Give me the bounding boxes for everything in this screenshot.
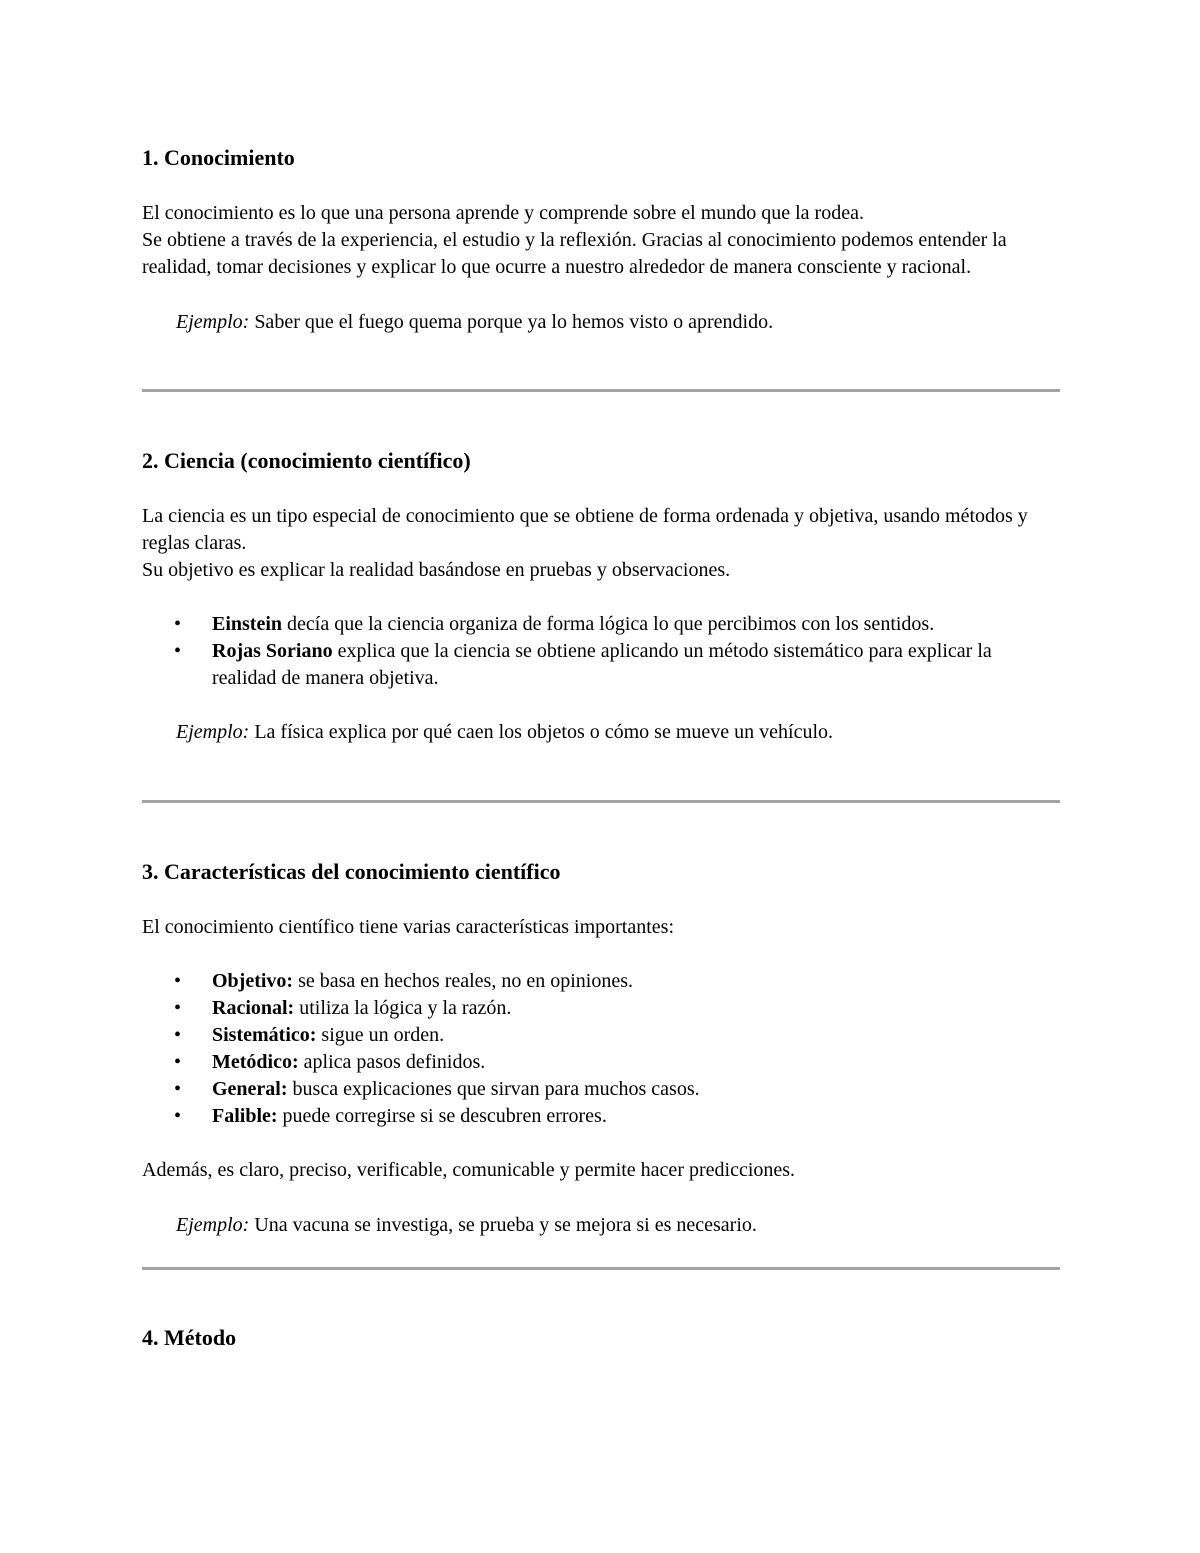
section-divider (142, 389, 1060, 392)
list-item-text: explica que la ciencia se obtiene aplicando un método sistemático para explicar la realidad de manera objetiva. (212, 640, 992, 689)
list-item-text: decía que la ciencia organiza de forma lógica lo que percibimos con los sentidos. (282, 613, 935, 635)
example-paragraph (176, 1212, 1060, 1239)
example-label: Ejemplo: (176, 311, 250, 333)
list-item (142, 1049, 1060, 1076)
section-heading: 1. Conocimiento (142, 145, 295, 170)
list-item (142, 995, 1060, 1022)
bullet-icon: • (174, 1051, 182, 1073)
example-label: Ejemplo: (176, 721, 250, 743)
list-item (142, 968, 1060, 995)
list-item-term: Racional: (212, 997, 295, 1019)
section-divider (142, 1267, 1060, 1270)
list-item (142, 611, 1060, 638)
list-item-term: Falible: (212, 1105, 278, 1127)
bullet-icon: • (174, 1105, 182, 1127)
list-item-text: utiliza la lógica y la razón. (294, 997, 512, 1019)
list-item-text: sigue un orden. (316, 1024, 445, 1046)
paragraph: La ciencia es un tipo especial de conocimiento que se obtiene de forma ordenada y objetiva, usando métodos y reglas claras. (142, 505, 1028, 554)
list-item (142, 1076, 1060, 1103)
bullet-icon: • (174, 1024, 182, 1046)
list-item (142, 1103, 1060, 1130)
paragraph: El conocimiento es lo que una persona aprende y comprende sobre el mundo que la rodea. (142, 202, 864, 224)
bullet-icon: • (174, 1078, 182, 1100)
example-text: La física explica por qué caen los objetos o cómo se mueve un vehículo. (249, 721, 834, 743)
list-item-term: Metódico: (212, 1051, 299, 1073)
paragraph: Además, es claro, preciso, verificable, comunicable y permite hacer predicciones. (142, 1159, 796, 1181)
list-item-text: puede corregirse si se descubren errores. (277, 1105, 607, 1127)
bullet-icon: • (174, 613, 182, 635)
section-caracteristicas (142, 858, 1060, 1239)
bullet-list (142, 611, 1060, 692)
list-item (142, 638, 1060, 692)
section-metodo (142, 1324, 1060, 1351)
example-text: Una vacuna se investiga, se prueba y se mejora si es necesario. (249, 1214, 757, 1236)
list-item-term: Einstein (212, 613, 283, 635)
paragraph: Su objetivo es explicar la realidad basándose en pruebas y observaciones. (142, 559, 731, 581)
list-item-term: General: (212, 1078, 288, 1100)
list-item-term: Objetivo: (212, 970, 294, 992)
example-label: Ejemplo: (176, 1214, 250, 1236)
list-item-term: Rojas Soriano (212, 640, 333, 662)
example-text: Saber que el fuego quema porque ya lo hemos visto o aprendido. (249, 311, 774, 333)
section-heading: 4. Método (142, 1325, 237, 1350)
list-item (142, 1022, 1060, 1049)
bullet-list (142, 968, 1060, 1130)
list-item-text: busca explicaciones que sirvan para muchos casos. (287, 1078, 700, 1100)
example-paragraph (176, 719, 1060, 746)
section-heading: 2. Ciencia (conocimiento científico) (142, 448, 471, 473)
section-divider (142, 800, 1060, 803)
list-item-text: se basa en hechos reales, no en opiniones. (293, 970, 633, 992)
bullet-icon: • (174, 997, 182, 1019)
section-ciencia (142, 447, 1060, 746)
list-item-text: aplica pasos definidos. (298, 1051, 486, 1073)
bullet-icon: • (174, 640, 182, 662)
paragraph: Se obtiene a través de la experiencia, el estudio y la reflexión. Gracias al conocimiento podemos entender la realidad, tomar decisiones y explicar lo que ocurre a nuestro alrededor de manera consciente y racional. (142, 229, 1007, 278)
bullet-icon: • (174, 970, 182, 992)
example-paragraph (176, 309, 1060, 336)
paragraph: El conocimiento científico tiene varias características importantes: (142, 916, 675, 938)
list-item-term: Sistemático: (212, 1024, 317, 1046)
section-conocimiento (142, 144, 1060, 336)
section-heading: 3. Características del conocimiento científico (142, 859, 561, 884)
